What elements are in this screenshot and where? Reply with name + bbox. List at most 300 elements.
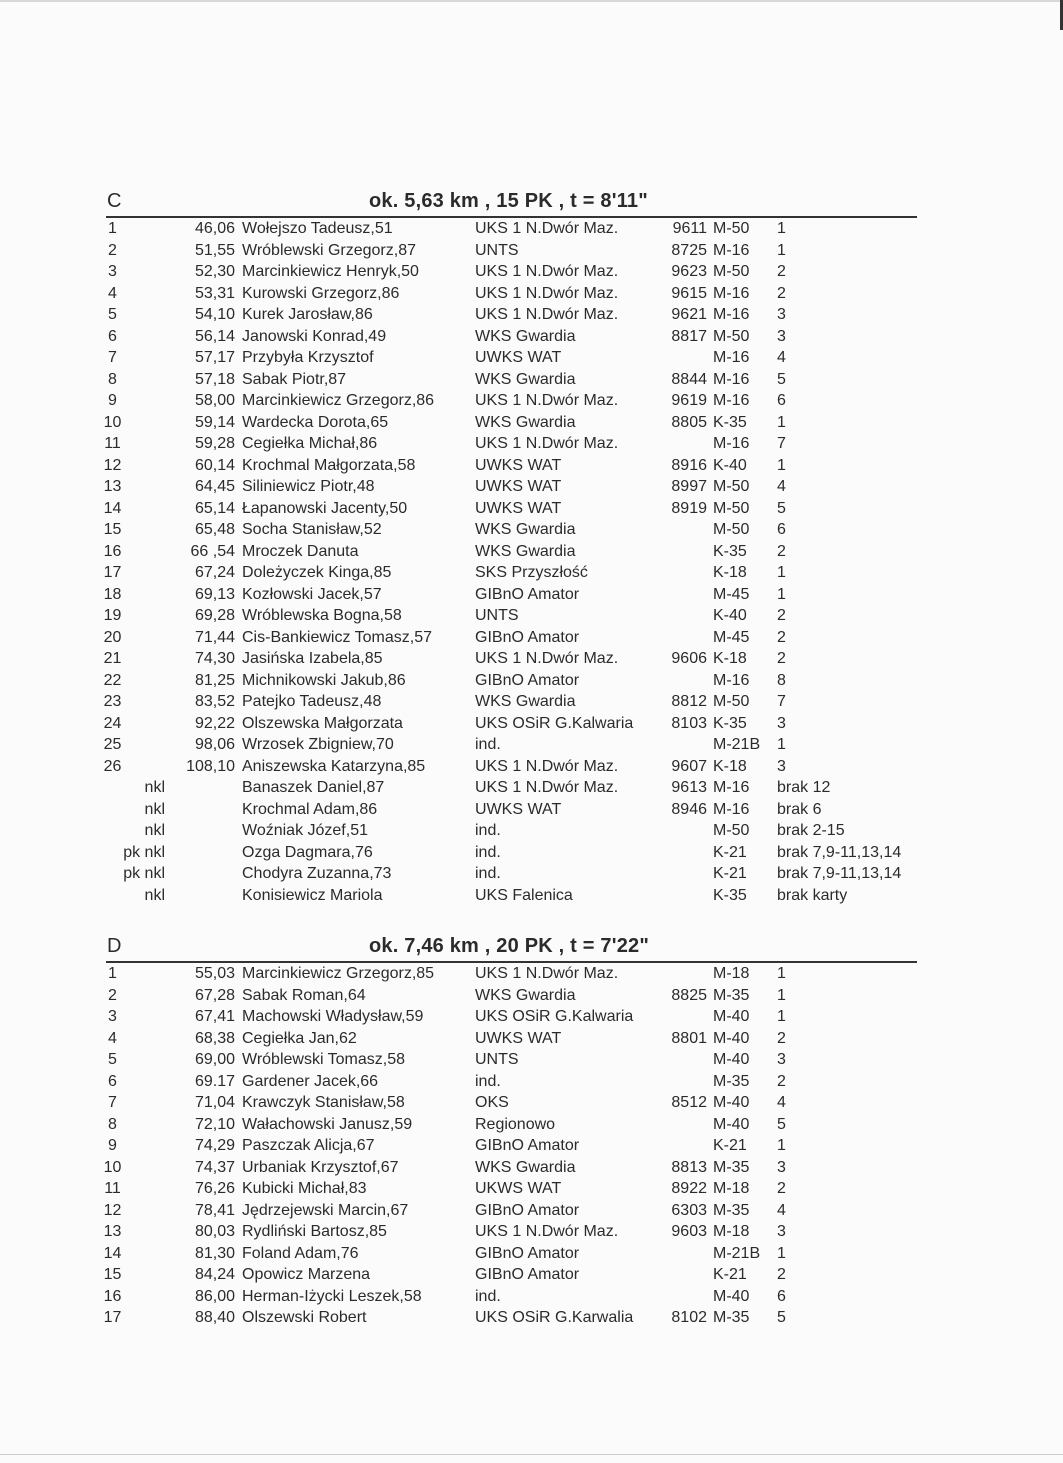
competitor-name-cell: Cegiełka Michał,86 — [242, 435, 378, 452]
place-cell: 8 — [108, 370, 117, 388]
competitor-name-cell: Paszczak Alicja,67 — [242, 1137, 375, 1154]
club-cell: UWKS WAT — [475, 349, 562, 366]
table-row — [0, 261, 1063, 283]
club-cell: ind. — [475, 822, 501, 839]
place-cell: 11 — [104, 435, 121, 452]
results-table — [0, 218, 1063, 906]
club-cell: GIBnO Amator — [475, 671, 580, 689]
table-row — [0, 820, 1063, 842]
license-number-cell: 9615 — [671, 284, 707, 302]
time-cell: 69,00 — [194, 1051, 235, 1068]
competitor-name-cell: Patejko Tadeusz,48 — [242, 693, 382, 710]
competitor-name-cell: Jędrzejewski Marcin,67 — [242, 1201, 409, 1219]
club-cell: UKWS WAT — [475, 1180, 562, 1197]
place-cell: 6 — [108, 1072, 117, 1090]
place-cell: 16 — [103, 542, 122, 560]
category-rank-cell: 3 — [777, 714, 786, 732]
place-cell: 9 — [108, 1137, 117, 1154]
license-number-cell: 8916 — [671, 456, 707, 474]
category-cell: M-16 — [713, 284, 750, 302]
club-cell: UKS OSiR G.Kalwaria — [475, 714, 634, 732]
category-rank-cell: 6 — [777, 392, 786, 409]
place-cell: 12 — [103, 456, 122, 474]
competitor-name-cell: Kozłowski Jacek,57 — [242, 585, 382, 603]
license-number-cell: 8813 — [671, 1158, 707, 1176]
table-row — [0, 369, 1063, 391]
competitor-name-cell: Konisiewicz Mariola — [242, 886, 383, 904]
competitor-name-cell: Janowski Konrad,49 — [242, 327, 387, 345]
place-cell: 25 — [103, 736, 122, 753]
time-cell: 58,00 — [194, 392, 235, 409]
place-cell: 14 — [103, 499, 122, 517]
category-rank-cell: 2 — [777, 1029, 786, 1047]
category-cell: M-16 — [713, 779, 750, 796]
time-cell: 86,00 — [194, 1287, 235, 1305]
competitor-name-cell: Michnikowski Jakub,86 — [242, 671, 406, 689]
time-cell: 74,30 — [194, 650, 235, 667]
place-cell: 13 — [103, 478, 122, 495]
category-rank-cell: 2 — [777, 263, 786, 280]
competitor-name-cell: Łapanowski Jacenty,50 — [242, 499, 408, 517]
table-row — [0, 799, 1063, 821]
category-rank-cell: 3 — [777, 1051, 786, 1068]
table-row — [0, 1286, 1063, 1308]
table-row — [0, 1307, 1063, 1329]
competitor-name-cell: Foland Adam,76 — [242, 1244, 359, 1262]
table-row — [0, 734, 1063, 756]
club-cell: UKS OSiR G.Karwalia — [475, 1309, 634, 1326]
table-row — [0, 562, 1063, 584]
license-number-cell: 8844 — [671, 370, 707, 388]
category-cell: K-40 — [713, 607, 747, 624]
license-number-cell: 9603 — [671, 1223, 707, 1240]
category-cell: M-16 — [713, 671, 750, 689]
place-cell: 15 — [103, 521, 122, 538]
time-cell: 71,04 — [194, 1094, 235, 1111]
category-cell: M-40 — [713, 1115, 750, 1133]
section-letter: C — [107, 190, 122, 212]
category-cell: M-16 — [713, 349, 750, 366]
competitor-name-cell: Sabak Piotr,87 — [242, 370, 347, 388]
table-row — [0, 455, 1063, 477]
license-number-cell: 9607 — [671, 757, 707, 775]
competitor-name-cell: Urbaniak Krzysztof,67 — [242, 1158, 399, 1176]
competitor-name-cell: Olszewski Robert — [242, 1309, 367, 1326]
time-cell: 81,30 — [194, 1244, 235, 1262]
table-row — [0, 1049, 1063, 1071]
category-rank-cell: 3 — [777, 757, 786, 775]
category-cell: M-50 — [713, 822, 750, 839]
category-cell: M-45 — [713, 628, 750, 646]
license-number-cell: 8512 — [671, 1094, 707, 1111]
category-rank-cell: 1 — [777, 986, 786, 1004]
category-rank-cell: brak 7,9-11,13,14 — [777, 865, 902, 882]
time-cell: 108,10 — [186, 757, 235, 775]
table-row — [0, 433, 1063, 455]
competitor-name-cell: Aniszewska Katarzyna,85 — [242, 757, 426, 775]
club-cell: UKS 1 N.Dwór Maz. — [475, 965, 619, 982]
competitor-name-cell: Banaszek Daniel,87 — [242, 779, 385, 796]
category-cell: M-45 — [713, 585, 750, 603]
club-cell: GIBnO Amator — [475, 1201, 580, 1219]
competitor-name-cell: Kubicki Michał,83 — [242, 1180, 367, 1197]
club-cell: ind. — [475, 843, 501, 861]
place-cell: 10 — [103, 1158, 122, 1176]
club-cell: UNTS — [475, 241, 519, 259]
category-rank-cell: brak 2-15 — [777, 822, 845, 839]
table-row — [0, 863, 1063, 885]
category-rank-cell: 4 — [777, 349, 786, 366]
competitor-name-cell: Wróblewska Bogna,58 — [242, 607, 402, 624]
table-row — [0, 963, 1063, 985]
time-cell: 98,06 — [194, 736, 235, 753]
time-cell: 80,03 — [194, 1223, 235, 1240]
place-cell: 17 — [103, 564, 122, 581]
time-cell: 64,45 — [194, 478, 235, 495]
category-cell: M-16 — [713, 435, 750, 452]
time-cell: 57,18 — [194, 370, 235, 388]
table-row — [0, 1071, 1063, 1093]
time-cell: 67,24 — [194, 564, 235, 581]
category-rank-cell: 3 — [777, 327, 786, 345]
competitor-name-cell: Sabak Roman,64 — [242, 986, 366, 1004]
section-header — [0, 190, 1063, 216]
time-cell: 74,29 — [194, 1137, 235, 1154]
category-cell: M-35 — [713, 1201, 750, 1219]
place-cell: 24 — [103, 714, 122, 732]
category-rank-cell: 4 — [777, 478, 786, 495]
category-cell: M-40 — [713, 1287, 750, 1305]
time-cell: 55,03 — [194, 965, 235, 982]
status-cell: nkl — [144, 886, 165, 904]
competitor-name-cell: Cegiełka Jan,62 — [242, 1029, 357, 1047]
club-cell: UKS 1 N.Dwór Maz. — [475, 306, 619, 323]
category-rank-cell: brak 12 — [777, 779, 831, 796]
club-cell: UKS 1 N.Dwór Maz. — [475, 779, 619, 796]
place-cell: 4 — [108, 284, 117, 302]
competitor-name-cell: Wardecka Dorota,65 — [242, 413, 389, 431]
table-row — [0, 541, 1063, 563]
category-rank-cell: 2 — [777, 607, 786, 624]
license-number-cell: 8103 — [671, 714, 707, 732]
place-cell: 12 — [103, 1201, 122, 1219]
category-rank-cell: 2 — [777, 542, 786, 560]
category-cell: M-50 — [713, 263, 750, 280]
category-cell: M-40 — [713, 1008, 750, 1025]
competitor-name-cell: Ozga Dagmara,76 — [242, 843, 373, 861]
license-number-cell: 9611 — [672, 220, 707, 237]
table-row — [0, 627, 1063, 649]
category-rank-cell: brak 7,9-11,13,14 — [777, 843, 902, 861]
competitor-name-cell: Machowski Władysław,59 — [242, 1008, 424, 1025]
status-cell: nkl — [144, 800, 165, 818]
category-cell: M-18 — [713, 1223, 750, 1240]
category-rank-cell: brak 6 — [777, 800, 822, 818]
competitor-name-cell: Wołejszo Tadeusz,51 — [242, 220, 393, 237]
club-cell: UKS 1 N.Dwór Maz. — [475, 220, 619, 237]
club-cell: UKS OSiR G.Kalwaria — [475, 1008, 634, 1025]
table-row — [0, 283, 1063, 305]
category-cell: M-18 — [713, 1180, 750, 1197]
category-rank-cell: 8 — [777, 671, 786, 689]
table-row — [0, 1092, 1063, 1114]
time-cell: 88,40 — [194, 1309, 235, 1326]
place-cell: 23 — [103, 693, 122, 710]
table-row — [0, 347, 1063, 369]
category-rank-cell: 1 — [777, 456, 786, 474]
page-bottom-edge — [0, 1454, 1063, 1455]
table-row — [0, 240, 1063, 262]
license-number-cell: 9613 — [671, 779, 707, 796]
time-cell: 69.17 — [194, 1072, 235, 1090]
competitor-name-cell: Cis-Bankiewicz Tomasz,57 — [242, 628, 432, 646]
category-rank-cell: 2 — [777, 1072, 786, 1090]
club-cell: UKS 1 N.Dwór Maz. — [475, 263, 619, 280]
club-cell: UWKS WAT — [475, 499, 562, 517]
place-cell: 17 — [103, 1309, 122, 1326]
club-cell: WKS Gwardia — [475, 327, 576, 345]
table-row — [0, 390, 1063, 412]
place-cell: 21 — [103, 650, 122, 667]
status-cell: pk nkl — [123, 843, 165, 861]
section-letter: D — [107, 935, 122, 957]
club-cell: WKS Gwardia — [475, 1158, 576, 1176]
category-rank-cell: 1 — [777, 241, 786, 259]
category-rank-cell: 2 — [777, 1266, 786, 1283]
club-cell: OKS — [475, 1094, 509, 1111]
time-cell: 59,28 — [194, 435, 235, 452]
place-cell: 11 — [104, 1180, 121, 1197]
club-cell: WKS Gwardia — [475, 693, 576, 710]
club-cell: UNTS — [475, 607, 519, 624]
license-number-cell: 8946 — [671, 800, 707, 818]
table-row — [0, 1006, 1063, 1028]
club-cell: GIBnO Amator — [475, 1266, 580, 1283]
competitor-name-cell: Wróblewski Grzegorz,87 — [242, 241, 416, 259]
competitor-name-cell: Kurek Jarosław,86 — [242, 306, 373, 323]
time-cell: 81,25 — [194, 671, 235, 689]
table-row — [0, 885, 1063, 907]
category-rank-cell: 1 — [777, 413, 786, 431]
category-cell: K-21 — [713, 843, 747, 861]
category-cell: M-50 — [713, 521, 750, 538]
time-cell: 65,48 — [194, 521, 235, 538]
category-rank-cell: 3 — [777, 1223, 786, 1240]
status-cell: nkl — [144, 822, 165, 839]
time-cell: 84,24 — [194, 1266, 235, 1283]
table-row — [0, 1178, 1063, 1200]
competitor-name-cell: Doleżyczek Kinga,85 — [242, 564, 392, 581]
club-cell: UKS 1 N.Dwór Maz. — [475, 650, 619, 667]
club-cell: UKS 1 N.Dwór Maz. — [475, 757, 619, 775]
category-cell: M-16 — [713, 392, 750, 409]
results-section-c — [0, 190, 1063, 904]
club-cell: UKS Falenica — [475, 886, 573, 904]
club-cell: WKS Gwardia — [475, 986, 576, 1004]
category-cell: M-16 — [713, 306, 750, 323]
time-cell: 74,37 — [194, 1158, 235, 1176]
category-cell: K-21 — [713, 865, 747, 882]
category-rank-cell: 7 — [777, 435, 786, 452]
license-number-cell: 6303 — [671, 1201, 707, 1219]
club-cell: ind. — [475, 1072, 501, 1090]
place-cell: 2 — [108, 241, 117, 259]
table-row — [0, 756, 1063, 778]
license-number-cell: 8817 — [671, 327, 707, 345]
license-number-cell: 8102 — [671, 1309, 707, 1326]
club-cell: WKS Gwardia — [475, 521, 576, 538]
section-title: ok. 7,46 km , 20 PK , t = 7'22" — [369, 935, 650, 957]
license-number-cell: 9606 — [671, 650, 707, 667]
time-cell: 83,52 — [194, 693, 235, 710]
club-cell: UNTS — [475, 1051, 519, 1068]
place-cell: 22 — [103, 671, 122, 689]
table-row — [0, 713, 1063, 735]
place-cell: 9 — [108, 392, 117, 409]
table-row — [0, 1028, 1063, 1050]
club-cell: UKS 1 N.Dwór Maz. — [475, 284, 619, 302]
category-rank-cell: 1 — [777, 1137, 786, 1154]
category-rank-cell: 7 — [777, 693, 786, 710]
competitor-name-cell: Marcinkiewicz Henryk,50 — [242, 263, 419, 280]
club-cell: UKS 1 N.Dwór Maz. — [475, 1223, 619, 1240]
category-cell: M-16 — [713, 800, 750, 818]
club-cell: GIBnO Amator — [475, 1137, 580, 1154]
table-row — [0, 1135, 1063, 1157]
place-cell: 6 — [108, 327, 117, 345]
club-cell: GIBnO Amator — [475, 585, 580, 603]
category-rank-cell: 1 — [777, 1244, 786, 1262]
category-rank-cell: 6 — [777, 1287, 786, 1305]
category-cell: M-50 — [713, 478, 750, 495]
category-cell: M-50 — [713, 220, 750, 237]
club-cell: GIBnO Amator — [475, 628, 580, 646]
license-number-cell: 9619 — [671, 392, 707, 409]
category-cell: M-35 — [713, 986, 750, 1004]
table-row — [0, 1264, 1063, 1286]
time-cell: 56,14 — [194, 327, 235, 345]
place-cell: 5 — [108, 306, 117, 323]
category-rank-cell: 5 — [777, 1309, 786, 1326]
category-cell: M-40 — [713, 1051, 750, 1068]
category-rank-cell: 1 — [777, 1008, 786, 1025]
license-number-cell: 9621 — [671, 306, 707, 323]
competitor-name-cell: Krochmal Małgorzata,58 — [242, 456, 416, 474]
table-row — [0, 648, 1063, 670]
page-top-edge — [0, 0, 1063, 2]
competitor-name-cell: Rydliński Bartosz,85 — [242, 1223, 387, 1240]
category-cell: K-18 — [713, 650, 747, 667]
time-cell: 65,14 — [194, 499, 235, 517]
table-row — [0, 605, 1063, 627]
category-rank-cell: 1 — [777, 220, 786, 237]
table-row — [0, 985, 1063, 1007]
table-row — [0, 691, 1063, 713]
category-rank-cell: 2 — [777, 284, 786, 302]
competitor-name-cell: Olszewska Małgorzata — [242, 714, 403, 732]
club-cell: SKS Przyszłość — [475, 564, 588, 581]
table-row — [0, 326, 1063, 348]
competitor-name-cell: Wałachowski Janusz,59 — [242, 1115, 413, 1133]
time-cell: 59,14 — [194, 413, 235, 431]
time-cell: 53,31 — [194, 284, 235, 302]
results-table — [0, 963, 1063, 1329]
time-cell: 69,13 — [194, 585, 235, 603]
license-number-cell: 8919 — [671, 499, 707, 517]
license-number-cell: 8922 — [671, 1180, 707, 1197]
category-cell: M-50 — [713, 693, 750, 710]
club-cell: ind. — [475, 1287, 501, 1305]
club-cell: GIBnO Amator — [475, 1244, 580, 1262]
category-cell: K-35 — [713, 542, 747, 560]
place-cell: 16 — [103, 1287, 122, 1305]
time-cell: 72,10 — [194, 1115, 235, 1133]
club-cell: ind. — [475, 865, 501, 882]
club-cell: WKS Gwardia — [475, 542, 576, 560]
time-cell: 52,30 — [194, 263, 235, 280]
club-cell: WKS Gwardia — [475, 370, 576, 388]
results-section-d — [0, 935, 1063, 1326]
table-row — [0, 1114, 1063, 1136]
place-cell: 3 — [108, 1008, 117, 1025]
license-number-cell: 8725 — [671, 241, 707, 259]
section-title: ok. 5,63 km , 15 PK , t = 8'11" — [369, 190, 648, 212]
category-rank-cell: 5 — [777, 370, 786, 388]
club-cell: UKS 1 N.Dwór Maz. — [475, 392, 619, 409]
competitor-name-cell: Przybyła Krzysztof — [242, 349, 374, 366]
category-cell: M-35 — [713, 1309, 750, 1326]
time-cell: 69,28 — [194, 607, 235, 624]
category-rank-cell: 1 — [777, 965, 786, 982]
license-number-cell: 8805 — [671, 413, 707, 431]
category-rank-cell: 5 — [777, 1115, 786, 1133]
time-cell: 51,55 — [194, 241, 235, 259]
time-cell: 57,17 — [194, 349, 235, 366]
category-cell: M-50 — [713, 327, 750, 345]
place-cell: 8 — [108, 1115, 117, 1133]
category-cell: K-35 — [713, 886, 747, 904]
table-row — [0, 498, 1063, 520]
category-cell: M-40 — [713, 1029, 750, 1047]
category-cell: K-35 — [713, 413, 747, 431]
club-cell: UKS 1 N.Dwór Maz. — [475, 435, 619, 452]
table-row — [0, 1221, 1063, 1243]
place-cell: 7 — [108, 1094, 117, 1111]
table-row — [0, 584, 1063, 606]
table-row — [0, 777, 1063, 799]
time-cell: 54,10 — [194, 306, 235, 323]
competitor-name-cell: Mroczek Danuta — [242, 542, 359, 560]
club-cell: UWKS WAT — [475, 456, 562, 474]
club-cell: UWKS WAT — [475, 800, 562, 818]
category-rank-cell: 2 — [777, 1180, 786, 1197]
status-cell: nkl — [144, 779, 165, 796]
place-cell: 26 — [103, 757, 122, 775]
section-header — [0, 935, 1063, 961]
category-rank-cell: 5 — [777, 499, 786, 517]
place-cell: 3 — [108, 263, 117, 280]
time-cell: 66 ,54 — [190, 542, 235, 560]
category-cell: M-35 — [713, 1158, 750, 1176]
place-cell: 2 — [108, 986, 117, 1004]
competitor-name-cell: Woźniak Józef,51 — [242, 822, 368, 839]
competitor-name-cell: Krochmal Adam,86 — [242, 800, 378, 818]
category-rank-cell: 4 — [777, 1201, 786, 1219]
competitor-name-cell: Gardener Jacek,66 — [242, 1072, 379, 1090]
competitor-name-cell: Opowicz Marzena — [242, 1266, 371, 1283]
category-cell: M-21B — [713, 1244, 761, 1262]
place-cell: 10 — [103, 413, 122, 431]
